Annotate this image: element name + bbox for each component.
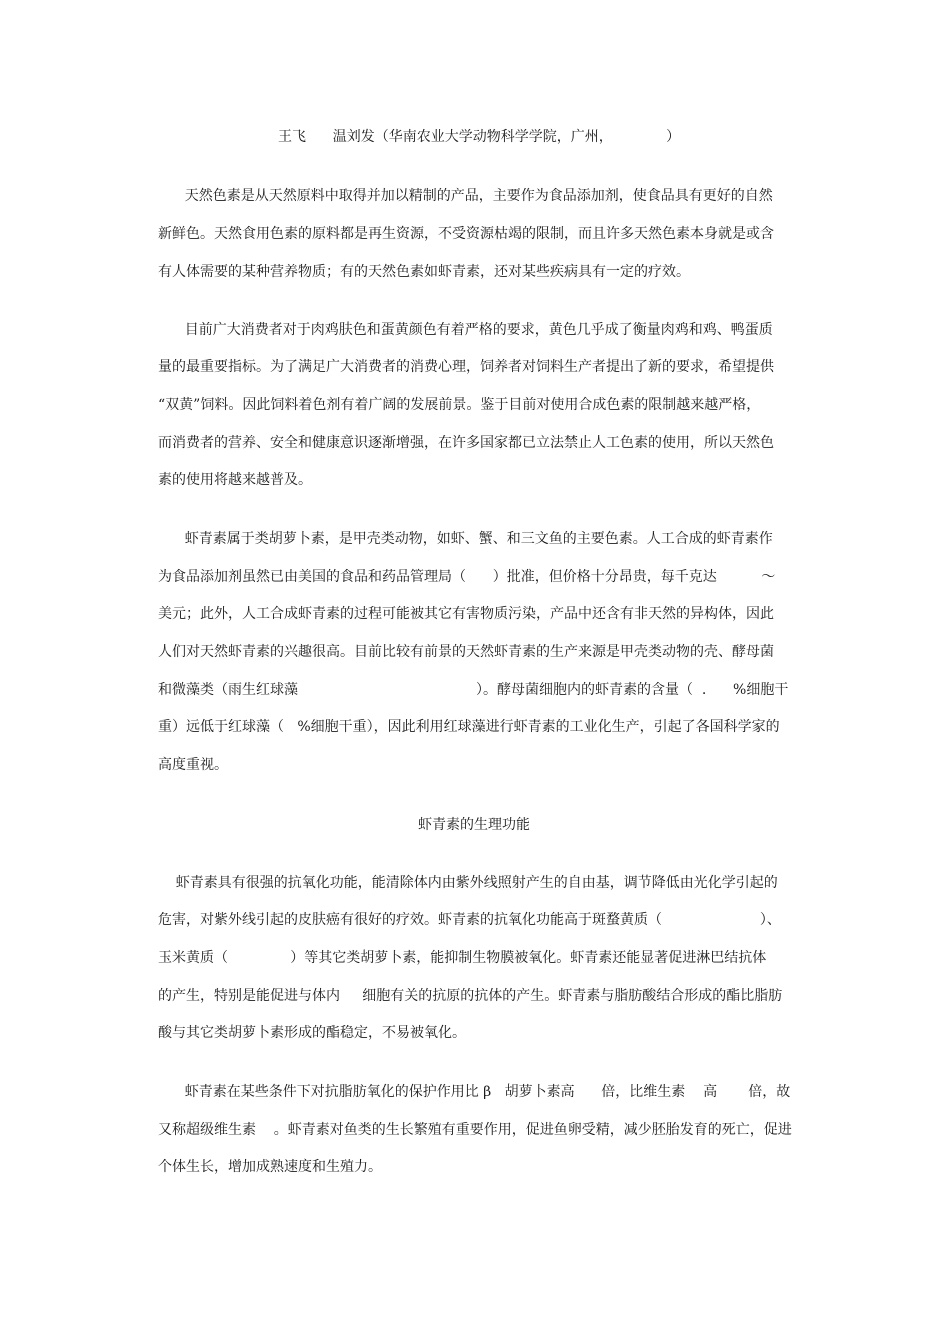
paragraph-3-line-6: 重）远低于红球藻（ %细胞干重），因此利用红球藻进行虾青素的工业化生产，引起了各国科学家的	[158, 719, 780, 735]
paragraph-1-line-3: 有人体需要的某种营养物质；有的天然色素如虾青素，还对某些疾病具有一定的疗效。	[158, 264, 690, 280]
paragraph-3-line-2: 为食品添加剂虽然已由美国的食品和药品管理局（ ）批准，但价格十分昂贵，每千克达 ～	[158, 569, 776, 585]
paragraph-2-line-1: 目前广大消费者对于肉鸡肤色和蛋黄颜色有着严格的要求，黄色几乎成了衡量肉鸡和鸡、鸭蛋质	[158, 322, 773, 338]
paragraph-3-line-1: 虾青素属于类胡萝卜素，是甲壳类动物，如虾、蟹、和三文鱼的主要色素。人工合成的虾青素作	[158, 531, 773, 547]
paragraph-1-line-1: 天然色素是从天然原料中取得并加以精制的产品，主要作为食品添加剂，使食品具有更好的自然	[158, 188, 773, 204]
paragraph-3-line-7: 高度重视。	[158, 757, 228, 773]
paragraph-1-line-2: 新鲜色。天然食用色素的原料都是再生资源，不受资源枯竭的限制，而且许多天然色素本身就是或含	[158, 226, 774, 242]
author-line: 王飞 温刘发（华南农业大学动物科学学院，广州， ）	[278, 129, 681, 145]
paragraph-4-line-1: 虾青素具有很强的抗氧化功能，能清除体内由紫外线照射产生的自由基，调节降低由光化学引起的	[158, 875, 778, 891]
paragraph-2-line-5: 素的使用将越来越普及。	[158, 472, 312, 488]
paragraph-5-line-1: 虾青素在某些条件下对抗脂肪氧化的保护作用比 β 胡萝卜素高 倍，比维生素 高 倍，故	[158, 1084, 791, 1100]
paragraph-5-line-2: 又称超级维生素 。虾青素对鱼类的生长繁殖有重要作用，促进鱼卵受精，减少胚胎发育的死亡，促进	[158, 1122, 792, 1138]
paragraph-3-line-5: 和微藻类（雨生红球藻 ）。酵母菌细胞内的虾青素的含量（ . %细胞干	[158, 682, 789, 698]
paragraph-4-line-2: 危害，对紫外线引起的皮肤癌有很好的疗效。虾青素的抗氧化功能高于斑蝥黄质（ ）、	[158, 912, 781, 928]
paragraph-2-line-4: 而消费者的营养、安全和健康意识逐渐增强，在许多国家都已立法禁止人工色素的使用，所以天然色	[158, 435, 774, 451]
section-heading: 虾青素的生理功能	[418, 817, 530, 833]
paragraph-2-line-2: 量的最重要指标。为了满足广大消费者的消费心理，饲养者对饲料生产者提出了新的要求，希望提供	[158, 359, 774, 375]
paragraph-4-line-3: 玉米黄质（ ）等其它类胡萝卜素，能抑制生物膜被氧化。虾青素还能显著促进淋巴结抗体	[158, 950, 767, 966]
paragraph-4-line-5: 酸与其它类胡萝卜素形成的酯稳定，不易被氧化。	[158, 1025, 466, 1041]
paragraph-5-line-3: 个体生长，增加成熟速度和生殖力。	[158, 1159, 382, 1175]
paragraph-3-line-4: 人们对天然虾青素的兴趣很高。目前比较有前景的天然虾青素的生产来源是甲壳类动物的壳、酵母菌	[158, 644, 774, 660]
paragraph-4-line-4: 的产生，特别是能促进与体内 细胞有关的抗原的抗体的产生。虾青素与脂肪酸结合形成的酯比脂肪	[158, 988, 783, 1004]
paragraph-3-line-3: 美元；此外，人工合成虾青素的过程可能被其它有害物质污染，产品中还含有非天然的异构体，因此	[158, 606, 774, 622]
paragraph-2-line-3: “双黄”饲料。因此饲料着色剂有着广阔的发展前景。鉴于目前对使用合成色素的限制越来越严格，	[158, 397, 761, 413]
